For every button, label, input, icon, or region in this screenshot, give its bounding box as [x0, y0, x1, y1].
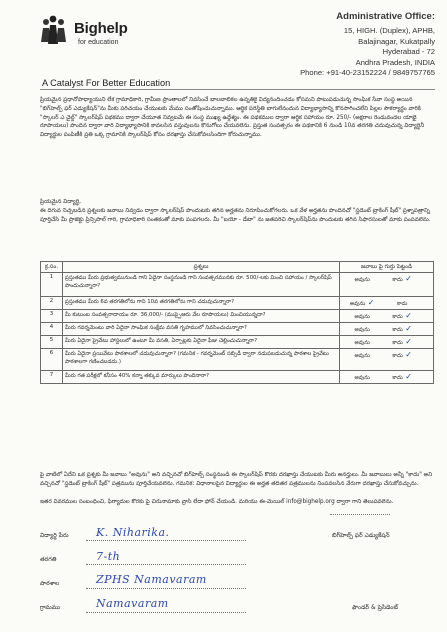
- table-row: [41, 336, 434, 349]
- question-number: 7: [41, 371, 63, 384]
- intro-paragraph: ప్రియమైన ప్రధానోపాధ్యాయుని లేక గ్రామాధికారి, గ్రామీణ ప్రాంతాలలో నివసించే బాలబాలికల ఉన్నతికై విద్యనందించడం కోసమని పాటుపడుచున్న సాంఘిక సేవా సంస్థ అయిన "బిగ్‌హెల్ప్ ఫర్ ఎడ్యుకేషన్"ను మీకు పరిచయం చేయుటకు మేము సంతోషించుచున్నాము. ఆర్థిక పరిస్థితి బాగులేనందున విద్యాభ్యాసాన్ని కొనసాగించలేని పిల్లల సౌకర్యార్థం వారికి "స్కాలర్ ఎ చైల్డ్" స్కాలర్‌షిప్ పథకము ద్వారా చేయూత నివ్వటమే ఈ సంస్థ ముఖ్య ఉద్దేశ్యం. ఈ పథకముల ద్వారా ఆర్థిక సహాయం రూ. 250/- (అక్షరాల రెండువందల యాభై రూపాయలు) పొందిన ద్వారా వారి విద్యాభ్యాసానికి కావలసిన వస్తువులను కొనుగోలు చేయవలెను. ప్రస్తుత సంవత్సరం ఈ పథకానికి 6 నుండి 10వ తరగతి చదువుచున్న విద్యార్థినీ విద్యార్థుల పంపిణీకి ప్రతి ఒక్క గ్రామానికి స్కాలర్‌షిప్ కోసం దరఖాస్తు చేసుకోవలసిందిగా కోరుచున్నాము.: [40, 97, 425, 139]
- bighelp-logo: [40, 12, 190, 52]
- village-value: Namavaram: [96, 597, 169, 610]
- answer-yes-label: అవును: [354, 340, 370, 346]
- checkmark-icon: ✓: [402, 311, 412, 320]
- answer-options: [340, 349, 434, 371]
- question-number: 4: [41, 323, 63, 336]
- brand-subtitle: for education: [78, 39, 119, 46]
- answer-no-label: కాదు: [392, 327, 403, 333]
- table-row: [41, 349, 434, 371]
- class-line: [86, 564, 246, 565]
- instructions-paragraph: ఈ దిగువ నిచ్చబడిన ప్రశ్నలకు జవాబు నివ్వడం ద్వారా స్కాలర్‌షిప్ పొందుటకు తగిన అర్హతను నిరూపించుకోగలరు. ఒక వేళ అర్హతను పొందినచో "స్టడెంట్ ట్రాకింగ్ షీట్" ప్రశ్నాపత్రాన్ని పూర్తిచేసి మీ ప్రాజెక్టు ప్రిన్సిపాల్ గారి, గ్రామాధికారి సంతకంతో మాకు పంపగలరు. మీ "బయో - డేటా" ను జతపరిచి స్కాలర్‌షిప్‌ను పొందుటకు తగిన సిఫారసులతో మాకు పంపవలెను.: [40, 208, 431, 223]
- checkmark-icon: ✓: [365, 298, 375, 307]
- answer-no-option[interactable]: [382, 350, 422, 360]
- crowd-logo-icon: [40, 12, 68, 52]
- office-line: 15, HIGH. (Duplex), APHB,: [343, 26, 435, 36]
- signature-line: [330, 514, 390, 515]
- header-serial: క్ర.సం.: [41, 262, 63, 273]
- village-line: [86, 612, 246, 613]
- question-text: మీరు ఏదైనా ప్రయివేటు పాఠశాలలో చదువుచున్నారా? (గమనిక - గవర్నమెంట్ సబ్సిడీ ద్వారా నడుపబడుచున్న పాఠశాల ప్రైవేటు పాఠశాలగా గణించబడదు.): [62, 349, 339, 371]
- header-divider: [40, 89, 435, 90]
- question-text: మీరు గత పరీక్షలో కనీసం 40% కన్నా తక్కువ మార్కులు పొందినారా?: [62, 371, 339, 384]
- answer-yes-label: అవును: [354, 353, 370, 359]
- answer-no-option[interactable]: [382, 311, 422, 321]
- answer-no-option[interactable]: [382, 372, 422, 382]
- answer-no-option[interactable]: [382, 324, 422, 334]
- village-label: గ్రామము: [40, 604, 61, 611]
- question-number: 1: [41, 273, 63, 297]
- school-value: ZPHS Namavaram: [96, 573, 207, 586]
- student-name-label: విద్యార్థి పేరు: [40, 532, 69, 539]
- answer-yes-option[interactable]: [342, 313, 382, 321]
- office-line: Balajinagar, Kukatpally: [358, 36, 435, 46]
- checkmark-icon: ✓: [402, 274, 412, 283]
- student-name-line: [86, 540, 246, 541]
- question-text: ప్రస్తుతము మీరు ప్రభుత్వమునుండి గాని ఏదైనా సంస్థనుండి గాని సంవత్సరమునకు రూ. 500/-లకు మించి సహాయం / స్కాలర్‌షిప్ పొందుచున్నారా?: [62, 273, 339, 297]
- answer-no-option[interactable]: [382, 274, 422, 284]
- class-value: 7-th: [96, 550, 121, 563]
- answer-yes-option[interactable]: [342, 326, 382, 334]
- table-row: [41, 297, 434, 310]
- answer-yes-option[interactable]: [342, 298, 382, 308]
- answer-options: [340, 336, 434, 349]
- office-line: Andhra Pradesh, INDIA: [355, 57, 435, 67]
- checkmark-icon: ✓: [402, 350, 412, 359]
- table-row: [41, 273, 434, 297]
- contact-note: ఇతర వివరముల సంబంధించి, ఫిర్యాదుల కొరకు పై చిరునామాకు వ్రాసి లేదా ఫోన్ చేయండి. మరియు ఈ-మెయిల్ info@bighelp.org ద్వారా గాని తెలుపవలెను.: [40, 499, 394, 505]
- checkmark-icon: ✓: [402, 372, 412, 381]
- question-number: 3: [41, 310, 63, 323]
- answer-yes-label: అవును: [354, 277, 370, 283]
- question-number: 5: [41, 336, 63, 349]
- school-line: [86, 588, 246, 589]
- answer-options: [340, 371, 434, 384]
- question-text: మీ కుటుంబ సంవత్సరాదాయం రూ. 36,000/- (ముప్పైఆరు వేల రూపాయలు) మించియున్నదా?: [62, 310, 339, 323]
- answer-yes-label: అవును: [354, 327, 370, 333]
- office-phone: Phone: +91-40-23152224 / 9849757765: [300, 68, 435, 78]
- answer-yes-label: అవును: [354, 375, 370, 381]
- header-questions: ప్రశ్నలు: [62, 262, 339, 273]
- school-label: పాఠశాల: [40, 580, 60, 587]
- answer-no-label: కాదు: [392, 314, 403, 320]
- answer-yes-option[interactable]: [342, 374, 382, 382]
- answer-no-label: కాదు: [392, 277, 403, 283]
- signature-org: బిగ్‌హెల్ప్ ఫర్ ఎడ్యుకేషన్: [332, 532, 390, 539]
- answer-options: [340, 323, 434, 336]
- question-text: ప్రస్తుతము మీరు 6వ తరగతిలోను గాని 10వ తరగతిలోను గాని చదువుచున్నారా?: [62, 297, 339, 310]
- answer-yes-label: అవును: [354, 314, 370, 320]
- student-name-value: K. Niharika.: [96, 526, 170, 539]
- answer-no-option[interactable]: [382, 337, 422, 347]
- table-row: [41, 371, 434, 384]
- student-greeting: ప్రియమైన విద్యార్థి,: [40, 199, 81, 205]
- answer-no-label: కాదు: [396, 301, 408, 307]
- answer-no-label: కాదు: [392, 375, 403, 381]
- header-answer: జవాబు పై గుర్తు పెట్టండి: [340, 262, 434, 273]
- eligibility-table: [40, 261, 434, 384]
- checkmark-icon: ✓: [402, 324, 412, 333]
- tagline: A Catalyst For Better Education: [42, 78, 171, 88]
- answer-no-label: కాదు: [392, 340, 403, 346]
- answer-yes-option[interactable]: [342, 339, 382, 347]
- answer-yes-label: అవును: [349, 301, 366, 307]
- answer-yes-option[interactable]: [342, 352, 382, 360]
- class-label: తరగతి: [40, 556, 57, 563]
- answer-no-option[interactable]: [382, 300, 422, 308]
- office-title: Administrative Office:: [336, 11, 435, 22]
- signature-title: ఫౌండర్ & ప్రెసిడెంట్: [352, 604, 399, 611]
- question-number: 2: [41, 297, 63, 310]
- office-address: [245, 12, 435, 78]
- checkmark-icon: ✓: [402, 337, 412, 346]
- answer-options: [340, 273, 434, 297]
- closing-note: పై వాటిలో ఏదేని ఒక ప్రశ్నకు మీ జవాబు "అవును" అని వచ్చినచో బిగ్‌హెల్ప్ సంస్థనుండి ఈ స్కాలర్‌షిప్ కొరకు దరఖాస్తు చేయుటకు మీరు అనర్హులు. మీ జవాబులు అన్నీ "కాదు" అని వచ్చినచో "స్టడెంట్ ట్రాకింగ్ షీట్" పత్రమును పూర్తిచేయవలెను. గమనిక: విధానాలపైన విద్యార్థుల ఈ అర్హత తదితర పత్రములను నింపవలసిన వేరుగా దరఖాస్తు చేసుకోవచ్చును.: [40, 472, 433, 487]
- brand-name: Bighelp: [74, 20, 128, 37]
- table-row: [41, 310, 434, 323]
- table-header-row: [41, 262, 434, 273]
- table-row: [41, 323, 434, 336]
- answer-options: [340, 310, 434, 323]
- answer-no-label: కాదు: [392, 353, 403, 359]
- question-text: మీరు గవర్నమెంటు వారి ఏదైనా సాంఘిక సంక్షేమ వసతి గృహములో నివసించుచున్నారా?: [62, 323, 339, 336]
- question-number: 6: [41, 349, 63, 371]
- answer-yes-option[interactable]: [342, 276, 382, 284]
- answer-options: [340, 297, 434, 310]
- office-line: Hyderabad - 72: [382, 47, 435, 57]
- question-text: మీరు ఏదైనా ప్రైవేటు హాస్టలులో ఉంటూ మీ వసతి, ఏర్పాట్లకు ఏదైనా ఫీజు చెల్లించుచున్నారా?: [62, 336, 339, 349]
